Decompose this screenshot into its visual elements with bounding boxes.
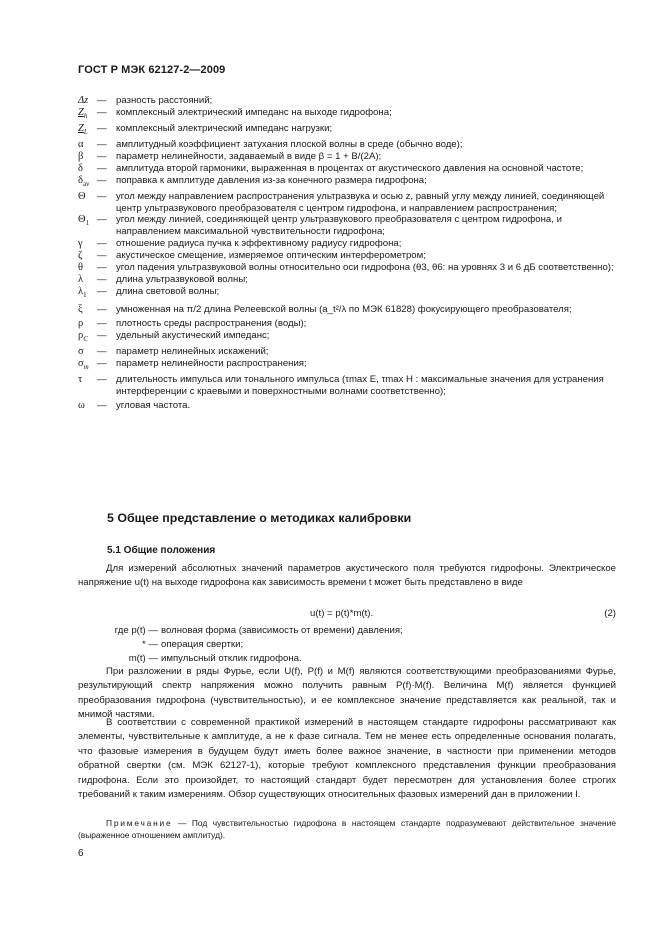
definition-row: ξ — умноженная на π/2 длина Релеевской волны (a_t²/λ по МЭК 61828) фокусирующего преобразователя; [78, 302, 618, 318]
definition-text: комплексный электрический импеданс на выходе гидрофона; [116, 106, 392, 118]
where-text: волновая форма (зависимость от времени) давления; [161, 625, 403, 636]
definition-symbol: $\delta_{av}$ [78, 174, 90, 188]
definition-symbol: $\rho_C$ [78, 329, 88, 343]
definition-row: $Z_L$ — комплексный электрический импеданс нагрузки; [78, 123, 618, 139]
definition-symbol: ζ [78, 250, 83, 262]
definition-row: Δz — разность расстояний; [78, 95, 618, 107]
definition-text: угол между линией, соединяющей центр ультразвукового преобразователя с центром гидрофона, и направлением максимальной чувствительности гидрофона; [116, 214, 562, 238]
definition-symbol: γ [78, 238, 83, 250]
where-key: m(t) — [128, 653, 158, 664]
definition-row: γ — отношение радиуса пучка к эффективному радиусу гидрофона; [78, 238, 618, 250]
definition-symbol: α [78, 138, 84, 150]
definition-symbol: λ [78, 273, 84, 285]
definition-text: удельный акустический импеданс; [116, 329, 270, 341]
definition-symbol: σ [78, 345, 84, 357]
definition-row: $\delta_{av}$ — поправка к амплитуде давления из-за конечного размера гидрофона; [78, 175, 618, 191]
paragraph-3 [78, 716, 616, 802]
paragraph-1-text: Для измерений абсолютных значений параметров акустического поля требуются гидрофоны. Электрическое напряжение u(t) на выходе гидрофона как зависимость времени t может быть представлено в виде [78, 563, 616, 589]
definition-text: длина ультразвуковой волны; [116, 273, 248, 285]
where-row [78, 624, 403, 638]
definition-row: $\lambda_1$ — длина световой волны; [78, 286, 618, 302]
definition-row: θ — угол падения ультразвуковой волны относительно оси гидрофона (θ3, θ6: на уровнях 3 и 6 дБ соответственно); [78, 262, 618, 274]
definition-row: ρ — плотность среды распространения (воды); [78, 318, 618, 330]
definition-text: параметр нелинейности распространения; [116, 357, 307, 369]
definition-text: угол падения ультразвуковой волны относительно оси гидрофона (θ3, θ6: на уровнях 3 и 6 дБ соответственно); [116, 262, 614, 274]
formula-number: (2) [604, 608, 616, 619]
definition-row: ω — угловая частота. [78, 400, 618, 412]
definition-row: σ — параметр нелинейных искажений; [78, 346, 618, 358]
definition-text: амплитудный коэффициент затухания плоской волны в среде (обычно воде); [116, 138, 463, 150]
paragraph-1 [78, 562, 616, 591]
definition-text: параметр нелинейных искажений; [116, 345, 269, 357]
paragraph-3-text: В соответствии с современной практикой измерений в настоящем стандарте гидрофоны рассматривают как элементы, чувствительные к амплитуде, а не к фазе сигнала. Тем не менее есть определенные основания полагать, что фазовые измерения в будущем будут иметь более важное значение, в частности при применении методов обратной свертки (см. МЭК 62127-1), которые требуют комплексного представления функции преобразования гидрофона. Если это произойдет, то настоящий стандарт будет пересмотрен для установления более строгих требований к таким измерениям. Обзор существующих относительных фазовых измерений дан в приложении I. [78, 717, 616, 801]
definition-symbol: Δz [78, 95, 89, 106]
paragraph-2-text: При разложении в ряды Фурье, если U(f), P(f) и M(f) являются соответствующими преобразованиями Фурье, результирующий спектр напряжения можно получить равным P(f)·M(f). Величина M(f) является функцией преобразования гидрофона (чувствительностью), и ее комплексное значение представляется как реальной, так и мнимой частями. [78, 666, 616, 721]
definition-symbol: θ [78, 262, 84, 274]
definition-text: умноженная на π/2 длина Релеевской волны (a_t²/λ по МЭК 61828) фокусирующего преобразователя; [116, 303, 572, 315]
definition-text: плотность среды распространения (воды); [116, 317, 307, 329]
definition-text: отношение радиуса пучка к эффективному радиусу гидрофона; [116, 238, 402, 250]
definition-text: угол между направлением распространения ультразвука и осью z, равный углу между линией, соединяющей центр ультразвукового преобразователя с центром гидрофона, и направлением распространения; [116, 190, 605, 214]
note-text: — Под чувствительностью гидрофона в настоящем стандарте подразумевают действительное значение (выраженное отношением амплитуд). [78, 818, 616, 840]
where-row [78, 638, 403, 652]
definition-row: $\rho_C$ — удельный акустический импеданс; [78, 330, 618, 346]
definition-row: ζ — акустическое смещение, измеряемое оптическим интерферометром; [78, 250, 618, 262]
definition-symbol: τ [78, 373, 83, 385]
where-text: операция свертки; [161, 639, 244, 650]
definition-text: разность расстояний; [116, 95, 213, 106]
note [78, 818, 616, 841]
definition-row: α — амплитудный коэффициент затухания плоской волны в среде (обычно воде); [78, 139, 618, 151]
formula-expression: u(t) = p(t)*m(t). [310, 608, 374, 619]
definition-row: $\Theta_1$ — угол между линией, соединяющей центр ультразвукового преобразователя с центром гидрофона, и направлением максимальной чувствительности гидрофона; [78, 214, 618, 238]
definition-row: δ — амплитуда второй гармоники, выраженная в процентах от акустического давления на основной частоте; [78, 163, 618, 175]
definition-row: β — параметр нелинейности, задаваемый в виде β = 1 + B/(2A); [78, 151, 618, 163]
where-row [78, 652, 403, 666]
definition-row: $\sigma_m$ — параметр нелинейности распространения; [78, 358, 618, 374]
definition-symbol: ρ [78, 317, 84, 329]
definition-text: параметр нелинейности, задаваемый в виде β = 1 + B/(2A); [116, 150, 382, 162]
definition-row: Θ — угол между направлением распространения ультразвука и осью z, равный углу между линией, соединяющей центр ультразвукового преобразователя с центром гидрофона, и направлением распространения; [78, 191, 618, 215]
where-text: импульсный отклик гидрофона. [161, 653, 302, 664]
paragraph-2 [78, 665, 616, 723]
definition-text: комплексный электрический импеданс нагрузки; [116, 122, 333, 134]
symbol-definitions-list [78, 95, 618, 411]
definition-symbol: $\lambda_1$ [78, 285, 87, 299]
definition-symbol: $\sigma_m$ [78, 357, 89, 371]
page-number: 6 [78, 848, 84, 859]
note-label: Примечание [106, 818, 173, 828]
definition-text: акустическое смещение, измеряемое оптическим интерферометром; [116, 250, 426, 262]
definition-row: $Z_h$ — комплексный электрический импеданс на выходе гидрофона; [78, 107, 618, 123]
definition-text: поправка к амплитуде давления из-за конечного размера гидрофона; [116, 174, 427, 186]
definition-text: длина световой волны; [116, 285, 220, 297]
definition-row: λ — длина ультразвуковой волны; [78, 274, 618, 286]
definition-symbol: $\Theta_1$ [78, 214, 90, 228]
definition-text: амплитуда второй гармоники, выраженная в процентах от акустического давления на основной частоте; [116, 162, 584, 174]
section-5-1-heading: 5.1 Общие положения [107, 545, 216, 556]
document-header: ГОСТ Р МЭК 62127-2—2009 [78, 64, 226, 76]
definition-symbol: $Z_h$ [78, 106, 88, 120]
where-key: * — [142, 639, 158, 650]
definition-text: угловая частота. [116, 399, 191, 411]
definition-symbol: ξ [78, 303, 83, 315]
definition-text: длительность импульса или тонального импульса (τmax E, τmax H : максимальные значения для устранения интерференции с краевыми и поверхностными волнами соответственно); [116, 373, 604, 397]
formula-where-list [78, 624, 403, 666]
definition-row: τ — длительность импульса или тонального импульса (τmax E, τmax H : максимальные значения для устранения интерференции с краевыми и поверхностными волнами соответственно); [78, 374, 618, 398]
definition-symbol: δ [78, 162, 83, 174]
definition-symbol: ω [78, 399, 85, 411]
where-key: где p(t) — [114, 625, 158, 636]
definition-symbol: $Z_L$ [78, 122, 88, 136]
section-5-heading: 5 Общее представление о методиках калибровки [107, 511, 412, 525]
definition-symbol: Θ [78, 190, 86, 202]
definition-symbol: β [78, 150, 84, 162]
